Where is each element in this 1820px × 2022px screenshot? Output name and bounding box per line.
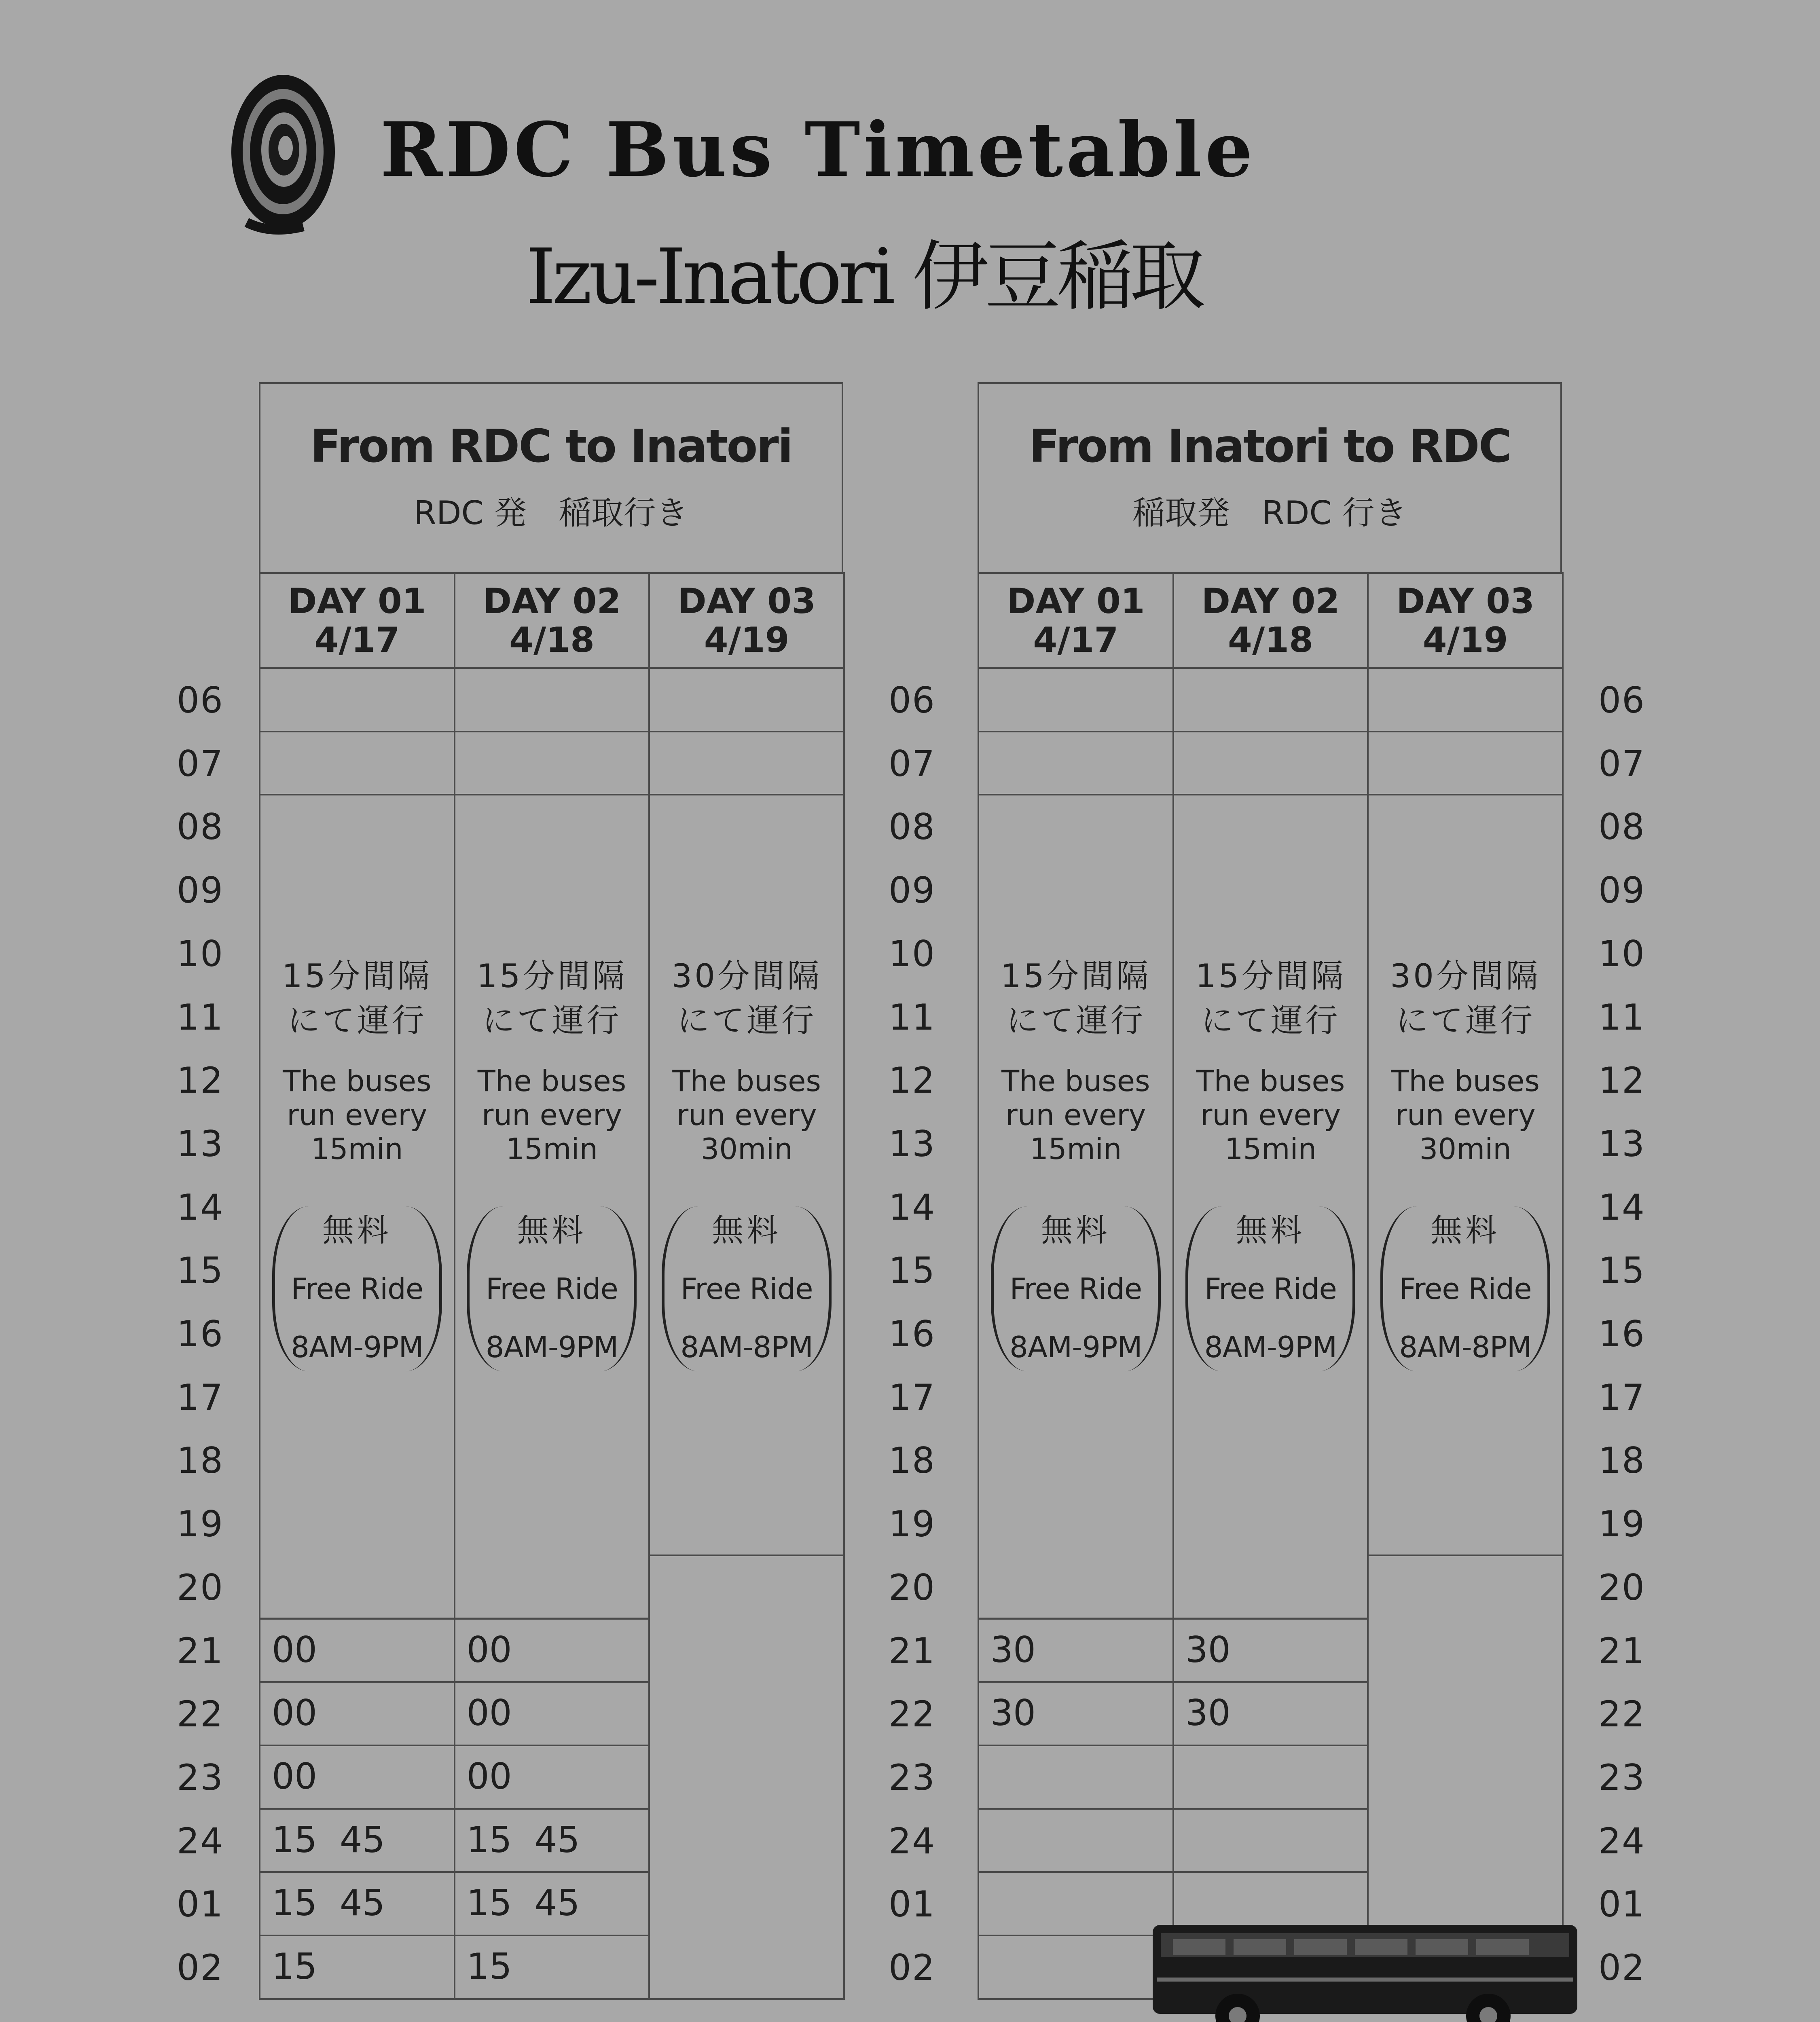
interval-en bbox=[1174, 1064, 1367, 1166]
free-ride-jp: 無料 bbox=[322, 1212, 392, 1249]
free-ride-jp: 無料 bbox=[517, 1212, 587, 1249]
free-ride-hours: 8AM-9PM bbox=[291, 1330, 423, 1364]
interval-en bbox=[979, 1064, 1172, 1166]
hour-label: 17 bbox=[177, 1376, 224, 1418]
interval-jp: にて運行 bbox=[1396, 1002, 1535, 1040]
interval-en-line: 15min bbox=[1030, 1132, 1122, 1166]
free-ride-hours: Free Ride bbox=[486, 1272, 618, 1306]
hour-label: 15 bbox=[177, 1250, 224, 1292]
hour-label: 19 bbox=[177, 1503, 224, 1545]
day-label: DAY 01 bbox=[288, 581, 426, 622]
free-ride-hours: Free Ride bbox=[680, 1272, 813, 1306]
interval-en-line: The buses bbox=[1196, 1064, 1345, 1098]
service-block bbox=[1172, 794, 1369, 1619]
interval-en-line: The buses bbox=[1001, 1064, 1150, 1098]
day-label: DAY 02 bbox=[483, 581, 621, 622]
free-ride-hours: 8AM-9PM bbox=[1204, 1330, 1337, 1364]
interval-jp: にて運行 bbox=[677, 1002, 817, 1040]
hour-label: 17 bbox=[889, 1376, 935, 1418]
service-block bbox=[1367, 794, 1564, 1556]
page-subtitle: Izu-Inatori 伊豆稲取 bbox=[526, 233, 1202, 321]
day-label: DAY 01 bbox=[1007, 581, 1145, 622]
hour-label: 10 bbox=[1598, 933, 1645, 975]
time-cell bbox=[1172, 1808, 1369, 1873]
time-cell: 00 bbox=[259, 1681, 455, 1746]
service-block bbox=[648, 794, 845, 1556]
hour-label: 16 bbox=[1598, 1313, 1645, 1355]
day-label: DAY 03 bbox=[1396, 581, 1534, 622]
table-title: From Inatori to RDC bbox=[1029, 420, 1511, 473]
time-cell: 00 bbox=[454, 1745, 650, 1810]
hour-label: 15 bbox=[889, 1250, 935, 1292]
service-note bbox=[1174, 954, 1367, 1371]
day-header bbox=[648, 572, 845, 669]
day-label: DAY 03 bbox=[677, 581, 816, 622]
free-ride-jp: 無料 bbox=[712, 1212, 782, 1249]
hour-label: 20 bbox=[177, 1566, 224, 1608]
time-cell bbox=[1172, 1745, 1369, 1810]
hour-label: 24 bbox=[177, 1820, 224, 1862]
free-ride-badge bbox=[991, 1206, 1161, 1371]
hour-label: 23 bbox=[1598, 1756, 1645, 1798]
hour-label: 08 bbox=[1598, 806, 1645, 848]
interval-en-line: run every bbox=[676, 1098, 817, 1132]
hour-label: 13 bbox=[889, 1123, 935, 1165]
free-ride-badge bbox=[662, 1206, 832, 1371]
hour-label: 19 bbox=[1598, 1503, 1645, 1545]
hour-label: 01 bbox=[1598, 1883, 1645, 1925]
hour-label: 14 bbox=[1598, 1186, 1645, 1228]
interval-en-line: run every bbox=[481, 1098, 622, 1132]
hour-label: 06 bbox=[889, 679, 935, 721]
hour-label: 07 bbox=[1598, 742, 1645, 785]
time-cell bbox=[648, 667, 845, 732]
interval-en bbox=[650, 1064, 843, 1166]
interval-en-line: run every bbox=[1200, 1098, 1341, 1132]
table-subtitle: RDC 発 稲取行き bbox=[414, 494, 688, 532]
day-header bbox=[454, 572, 650, 669]
hour-label: 18 bbox=[889, 1440, 935, 1482]
time-cell bbox=[454, 731, 650, 796]
interval-en-line: 30min bbox=[700, 1132, 793, 1166]
interval-en-line: 15min bbox=[311, 1132, 403, 1166]
time-cell bbox=[648, 731, 845, 796]
free-ride-hours: Free Ride bbox=[1009, 1272, 1142, 1306]
no-service-block bbox=[648, 1555, 845, 2000]
time-cell: 15 45 bbox=[454, 1871, 650, 1936]
interval-en-line: 30min bbox=[1419, 1132, 1511, 1166]
hour-label: 12 bbox=[889, 1060, 935, 1102]
interval-jp: にて運行 bbox=[1201, 1002, 1340, 1040]
day-date: 4/17 bbox=[314, 620, 400, 660]
hour-label: 22 bbox=[177, 1693, 224, 1735]
hour-label: 16 bbox=[889, 1313, 935, 1355]
time-cell bbox=[1367, 667, 1564, 732]
free-ride-jp: 無料 bbox=[1431, 1212, 1500, 1249]
hour-label: 06 bbox=[177, 679, 224, 721]
hour-label: 18 bbox=[177, 1440, 224, 1482]
time-cell: 00 bbox=[454, 1681, 650, 1746]
interval-jp: にて運行 bbox=[287, 1002, 427, 1040]
hour-label: 08 bbox=[889, 806, 935, 848]
interval-en-line: The buses bbox=[672, 1064, 821, 1098]
day-date: 4/18 bbox=[1228, 620, 1313, 660]
free-ride-hours: 8AM-9PM bbox=[1009, 1330, 1142, 1364]
hour-label: 02 bbox=[1598, 1947, 1645, 1988]
hour-label: 01 bbox=[177, 1883, 224, 1925]
hour-label: 01 bbox=[889, 1883, 935, 1925]
free-ride-badge bbox=[1380, 1206, 1550, 1371]
hour-label: 11 bbox=[1598, 996, 1645, 1038]
interval-en-line: 15min bbox=[1224, 1132, 1317, 1166]
table-header bbox=[259, 382, 843, 574]
hour-label: 07 bbox=[889, 742, 935, 785]
time-cell bbox=[978, 1745, 1174, 1810]
time-cell: 15 bbox=[259, 1935, 455, 2000]
time-cell: 15 bbox=[454, 1935, 650, 2000]
free-ride-hours: 8AM-8PM bbox=[1399, 1330, 1532, 1364]
hour-label: 08 bbox=[177, 806, 224, 848]
hour-label: 02 bbox=[177, 1947, 224, 1988]
hour-label: 11 bbox=[177, 996, 224, 1038]
interval-jp: 15分間隔 bbox=[281, 957, 432, 995]
hour-label: 11 bbox=[889, 996, 935, 1038]
interval-en-line: run every bbox=[287, 1098, 427, 1132]
free-ride-hours: 8AM-9PM bbox=[485, 1330, 618, 1364]
day-date: 4/19 bbox=[1422, 620, 1508, 660]
day-header bbox=[1367, 572, 1564, 669]
service-block bbox=[454, 794, 650, 1619]
time-cell: 30 bbox=[1172, 1618, 1369, 1683]
hour-label: 20 bbox=[889, 1566, 935, 1608]
time-cell: 15 45 bbox=[454, 1808, 650, 1873]
hour-label: 10 bbox=[889, 933, 935, 975]
day-date: 4/19 bbox=[704, 620, 789, 660]
time-cell bbox=[978, 731, 1174, 796]
day-date: 4/18 bbox=[509, 620, 595, 660]
time-cell bbox=[1172, 731, 1369, 796]
interval-jp: 30分間隔 bbox=[1390, 957, 1541, 995]
day-header bbox=[259, 572, 455, 669]
free-ride-hours: Free Ride bbox=[1204, 1272, 1337, 1306]
interval-jp: にて運行 bbox=[1006, 1002, 1145, 1040]
interval-en-line: The buses bbox=[477, 1064, 626, 1098]
hour-label: 13 bbox=[1598, 1123, 1645, 1165]
time-cell bbox=[259, 731, 455, 796]
interval-en-line: The buses bbox=[1391, 1064, 1540, 1098]
time-cell bbox=[1367, 731, 1564, 796]
hour-label: 22 bbox=[1598, 1693, 1645, 1735]
time-cell: 30 bbox=[978, 1618, 1174, 1683]
hour-label: 12 bbox=[177, 1060, 224, 1102]
time-cell bbox=[454, 667, 650, 732]
hour-label: 21 bbox=[889, 1630, 935, 1672]
day-header bbox=[978, 572, 1174, 669]
table-title: From RDC to Inatori bbox=[310, 420, 792, 473]
hour-label: 10 bbox=[177, 933, 224, 975]
service-note bbox=[1369, 954, 1562, 1371]
time-cell bbox=[978, 1871, 1174, 1936]
time-cell bbox=[978, 667, 1174, 732]
hour-label: 21 bbox=[1598, 1630, 1645, 1672]
day-label: DAY 02 bbox=[1201, 581, 1340, 622]
time-cell: 30 bbox=[978, 1681, 1174, 1746]
page-title: RDC Bus Timetable bbox=[380, 106, 1256, 194]
hour-label: 09 bbox=[1598, 869, 1645, 912]
day-header bbox=[1172, 572, 1369, 669]
hour-label: 19 bbox=[889, 1503, 935, 1545]
interval-en-line: 15min bbox=[506, 1132, 598, 1166]
service-note bbox=[260, 954, 454, 1371]
hour-label: 13 bbox=[177, 1123, 224, 1165]
free-ride-badge bbox=[272, 1206, 442, 1371]
hour-label: 24 bbox=[889, 1820, 935, 1862]
time-cell bbox=[1172, 667, 1369, 732]
interval-jp: 15分間隔 bbox=[476, 957, 627, 995]
interval-jp: 15分間隔 bbox=[1000, 957, 1151, 995]
time-cell: 15 45 bbox=[259, 1808, 455, 1873]
interval-jp: 15分間隔 bbox=[1195, 957, 1346, 995]
hour-label: 18 bbox=[1598, 1440, 1645, 1482]
time-cell bbox=[978, 1935, 1174, 2000]
free-ride-jp: 無料 bbox=[1041, 1212, 1111, 1249]
table-subtitle: 稲取発 RDC 行き bbox=[1132, 494, 1407, 532]
interval-jp: 30分間隔 bbox=[671, 957, 822, 995]
hour-label: 16 bbox=[177, 1313, 224, 1355]
hour-label: 23 bbox=[177, 1756, 224, 1798]
bus-icon bbox=[1149, 1917, 1585, 2022]
hour-label: 07 bbox=[177, 742, 224, 785]
time-cell: 00 bbox=[454, 1618, 650, 1683]
service-note bbox=[979, 954, 1172, 1371]
hour-label: 24 bbox=[1598, 1820, 1645, 1862]
free-ride-jp: 無料 bbox=[1236, 1212, 1306, 1249]
free-ride-badge bbox=[1185, 1206, 1355, 1371]
interval-en-line: The buses bbox=[283, 1064, 432, 1098]
free-ride-hours: 8AM-8PM bbox=[680, 1330, 813, 1364]
interval-jp: にて運行 bbox=[482, 1002, 622, 1040]
hour-label: 14 bbox=[177, 1186, 224, 1228]
interval-en bbox=[1369, 1064, 1562, 1166]
hour-label: 22 bbox=[889, 1693, 935, 1735]
time-cell bbox=[978, 1808, 1174, 1873]
hour-label: 17 bbox=[1598, 1376, 1645, 1418]
hour-label: 14 bbox=[889, 1186, 935, 1228]
service-block bbox=[259, 794, 455, 1619]
interval-en-line: run every bbox=[1005, 1098, 1146, 1132]
hour-label: 15 bbox=[1598, 1250, 1645, 1292]
hour-label: 09 bbox=[889, 869, 935, 912]
hour-label: 20 bbox=[1598, 1566, 1645, 1608]
rdc-logo-icon bbox=[222, 69, 344, 239]
time-cell bbox=[259, 667, 455, 732]
hour-label: 06 bbox=[1598, 679, 1645, 721]
hour-label: 23 bbox=[889, 1756, 935, 1798]
day-date: 4/17 bbox=[1033, 620, 1119, 660]
time-cell: 00 bbox=[259, 1618, 455, 1683]
hour-label: 21 bbox=[177, 1630, 224, 1672]
free-ride-hours: Free Ride bbox=[1399, 1272, 1532, 1306]
free-ride-hours: Free Ride bbox=[291, 1272, 423, 1306]
interval-en-line: run every bbox=[1395, 1098, 1536, 1132]
interval-en bbox=[455, 1064, 649, 1166]
time-cell: 15 45 bbox=[259, 1871, 455, 1936]
service-block bbox=[978, 794, 1174, 1619]
service-note bbox=[455, 954, 649, 1371]
service-note bbox=[650, 954, 843, 1371]
interval-en bbox=[260, 1064, 454, 1166]
free-ride-badge bbox=[467, 1206, 637, 1371]
hour-label: 02 bbox=[889, 1947, 935, 1988]
time-cell: 00 bbox=[259, 1745, 455, 1810]
table-header bbox=[978, 382, 1562, 574]
hour-label: 09 bbox=[177, 869, 224, 912]
hour-label: 12 bbox=[1598, 1060, 1645, 1102]
time-cell: 30 bbox=[1172, 1681, 1369, 1746]
